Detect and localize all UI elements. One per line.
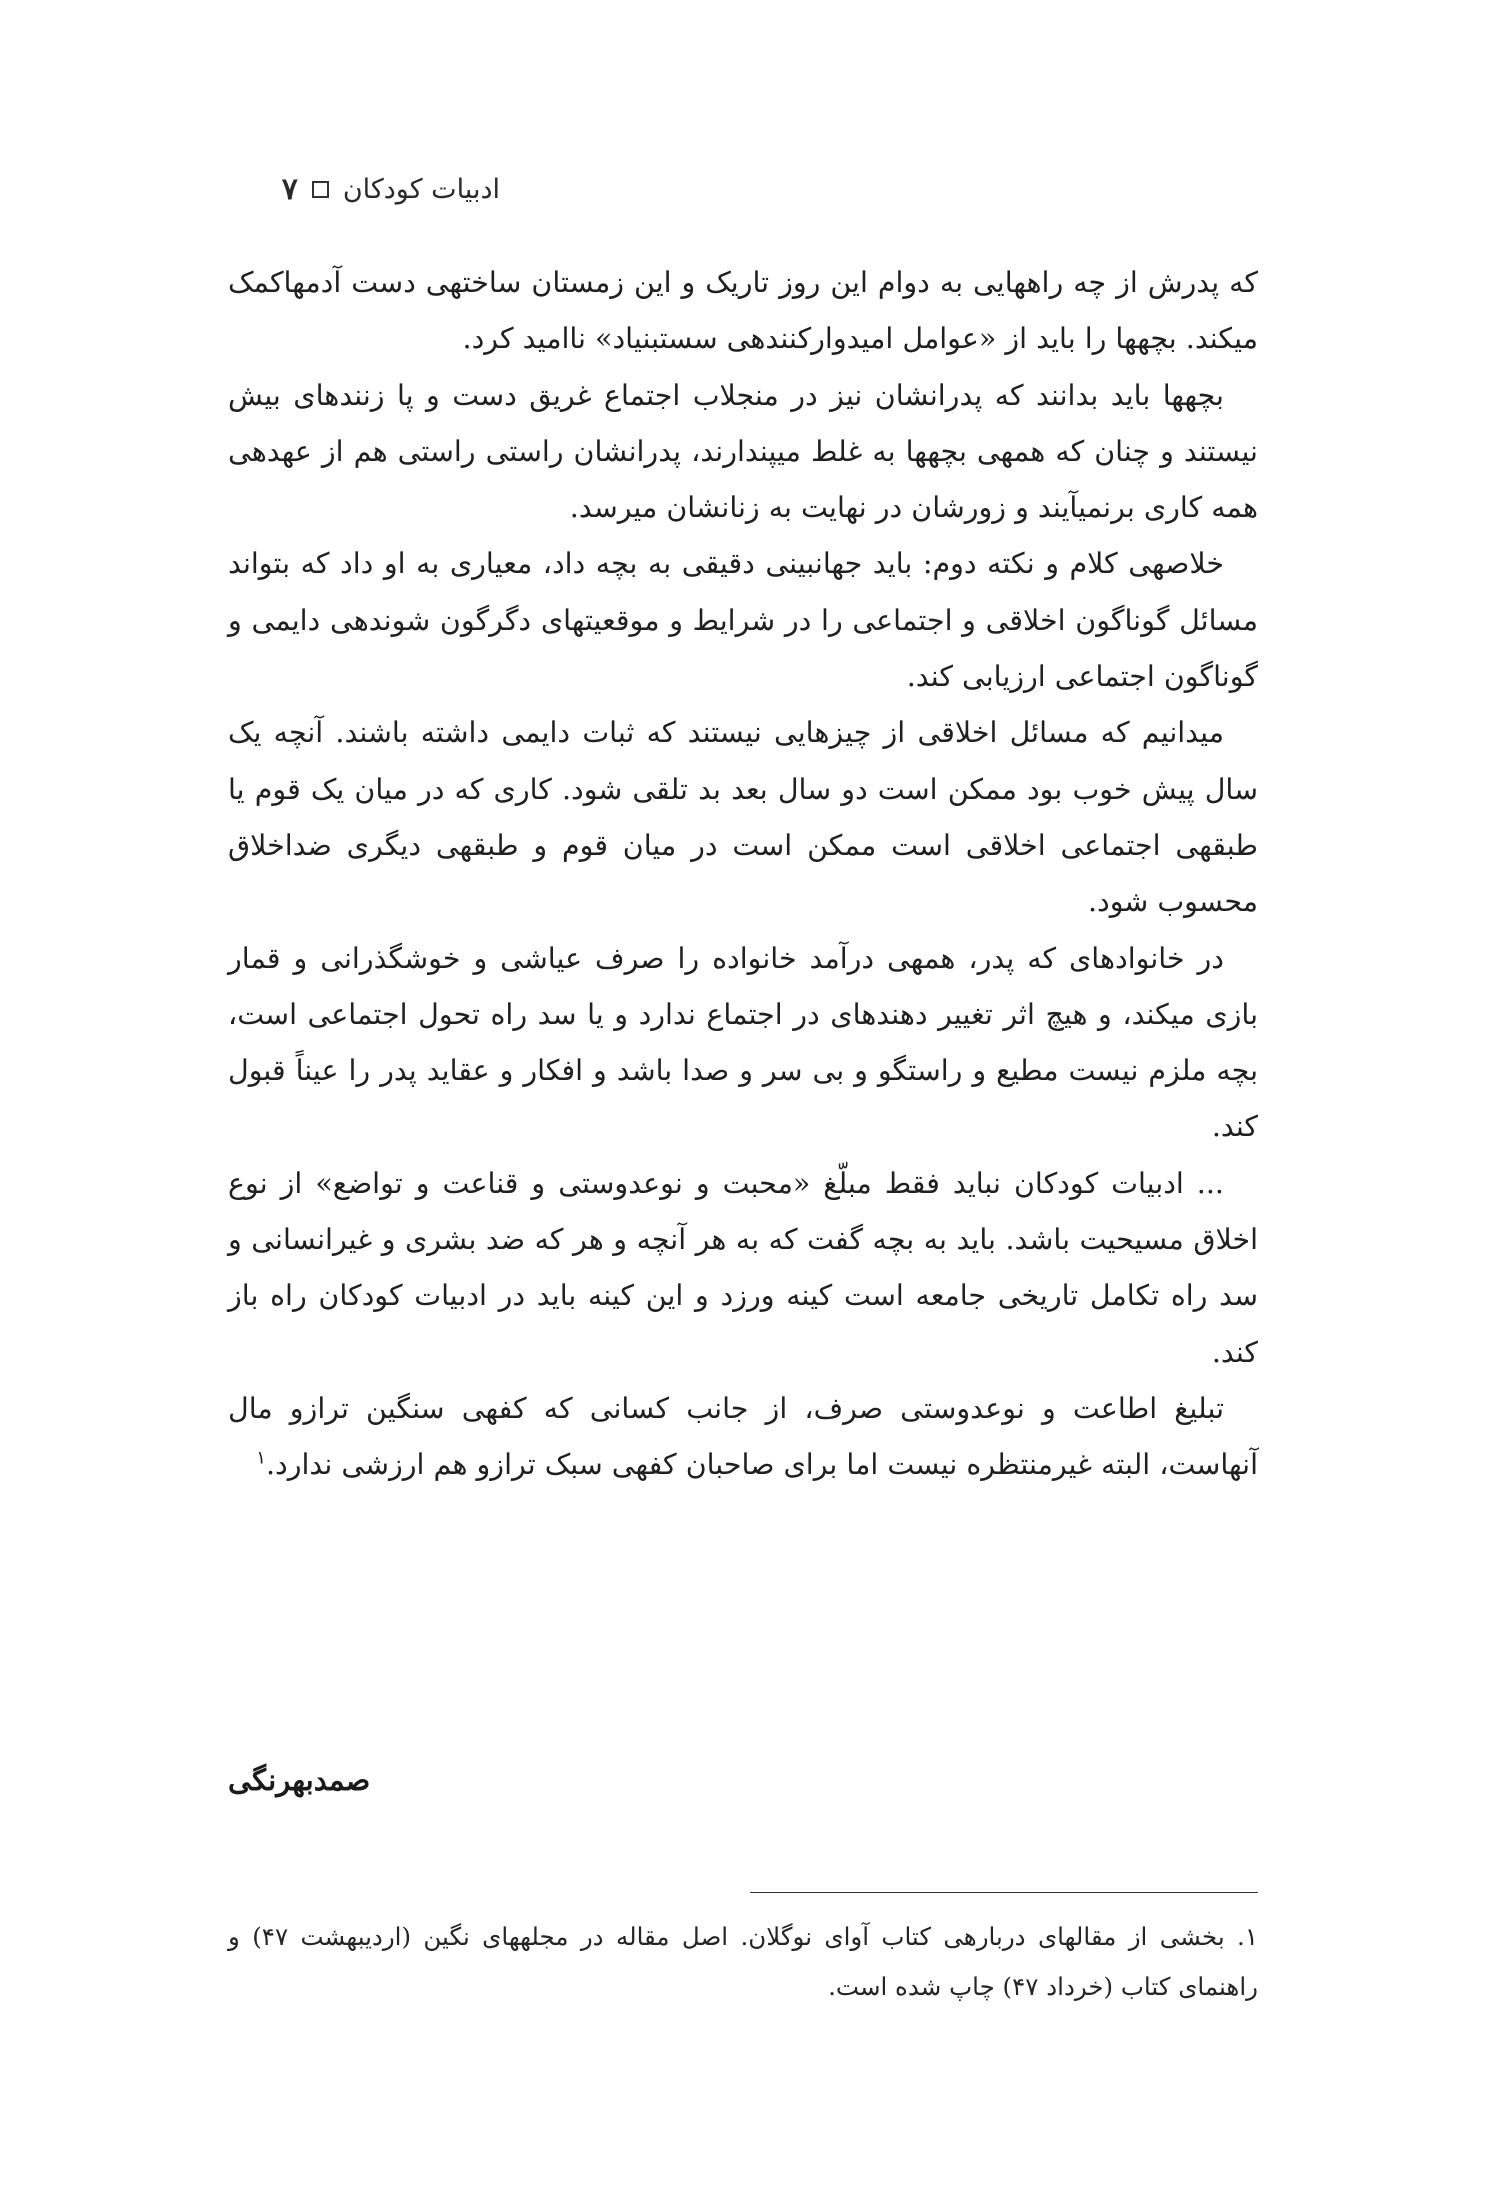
footnote-marker: ۱	[256, 1447, 266, 1469]
footnote-divider	[750, 1892, 1258, 1893]
author-signature: صمدبهرنگی	[228, 1763, 371, 1797]
header-separator-icon	[312, 181, 329, 198]
paragraph-7	[228, 1381, 1258, 1494]
paragraph-2: بچهها باید بدانند که پدرانشان نیز در منجلاب اجتماع غریق دست و پا زنندهای بیش نیستند و چنان که همهی بچهها به غلط میپندارند، پدرانشان راستی راستی هم از عهدهی همه کاری برنمیآیند و زورشان در نهایت به زنانشان میرسد.	[228, 378, 1258, 525]
body-text	[228, 255, 1258, 1494]
footnote-text: ۱. بخشی از مقالهای دربارهی کتاب آوای نوگلان. اصل مقاله در مجلههای نگین (اردیبهشت ۴۷) و راهنمای کتاب (خرداد ۴۷) چاپ شده است.	[228, 1922, 1258, 2001]
paragraph-4: میدانیم که مسائل اخلاقی از چیزهایی نیستند که ثبات دایمی داشته باشند. آنچه یک سال پیش خوب بود ممکن است دو سال بعد بد تلقی شود. کاری که در میان یک قوم یا طبقهی اجتماعی اخلاقی است ممکن است در میان قوم و طبقهی دیگری ضداخلاق محسوب شود.	[228, 716, 1258, 919]
footnote	[228, 1912, 1258, 2012]
page-number: ۷	[281, 171, 298, 207]
paragraph-5: در خانوادهای که پدر، همهی درآمد خانواده را صرف عیاشی و خوشگذرانی و قمار بازی میکند، و هیچ اثر تغییر دهندهای در اجتماع ندارد و یا سد راه تحول اجتماعی است، بچه ملزم نیست مطیع و راستگو و بی سر و صدا باشد و افکار و عقاید پدر را عیناً قبول کند.	[228, 941, 1258, 1144]
paragraph-3: خلاصهی کلام و نکته دوم: باید جهانبینی دقیقی به بچه داد، معیاری به او داد که بتواند مسائل گوناگون اخلاقی و اجتماعی را در شرایط و موقعیتهای دگرگون شوندهی دایمی و گوناگون اجتماعی ارزیابی کند.	[228, 547, 1258, 694]
header-title: ادبیات کودکان	[342, 173, 500, 205]
running-header	[200, 164, 500, 214]
paragraph-6: ... ادبیات کودکان نباید فقط مبلّغ «محبت و نوعدوستی و قناعت و تواضع» از نوع اخلاق مسیحیت باشد. باید به بچه گفت که به هر آنچه و هر که ضد بشری و غیرانسانی و سد راه تکامل تاریخی جامعه است کینه ورزد و این کینه باید در ادبیات کودکان راه باز کند.	[228, 1166, 1258, 1369]
paragraph-1: که پدرش از چه راههایی به دوام این روز تاریک و این زمستان ساختهی دست آدمهاکمک میکند. بچهها را باید از «عوامل امیدوارکنندهی سستبنیاد» ناامید کرد.	[228, 266, 1258, 356]
paragraph-7-text: تبلیغ اطاعت و نوعدوستی صرف، از جانب کسانی که کفهی سنگین ترازو مال آنهاست، البته غیرمنتظره نیست اما برای صاحبان کفهی سبک ترازو هم ارزشی ندارد.	[228, 1391, 1258, 1482]
